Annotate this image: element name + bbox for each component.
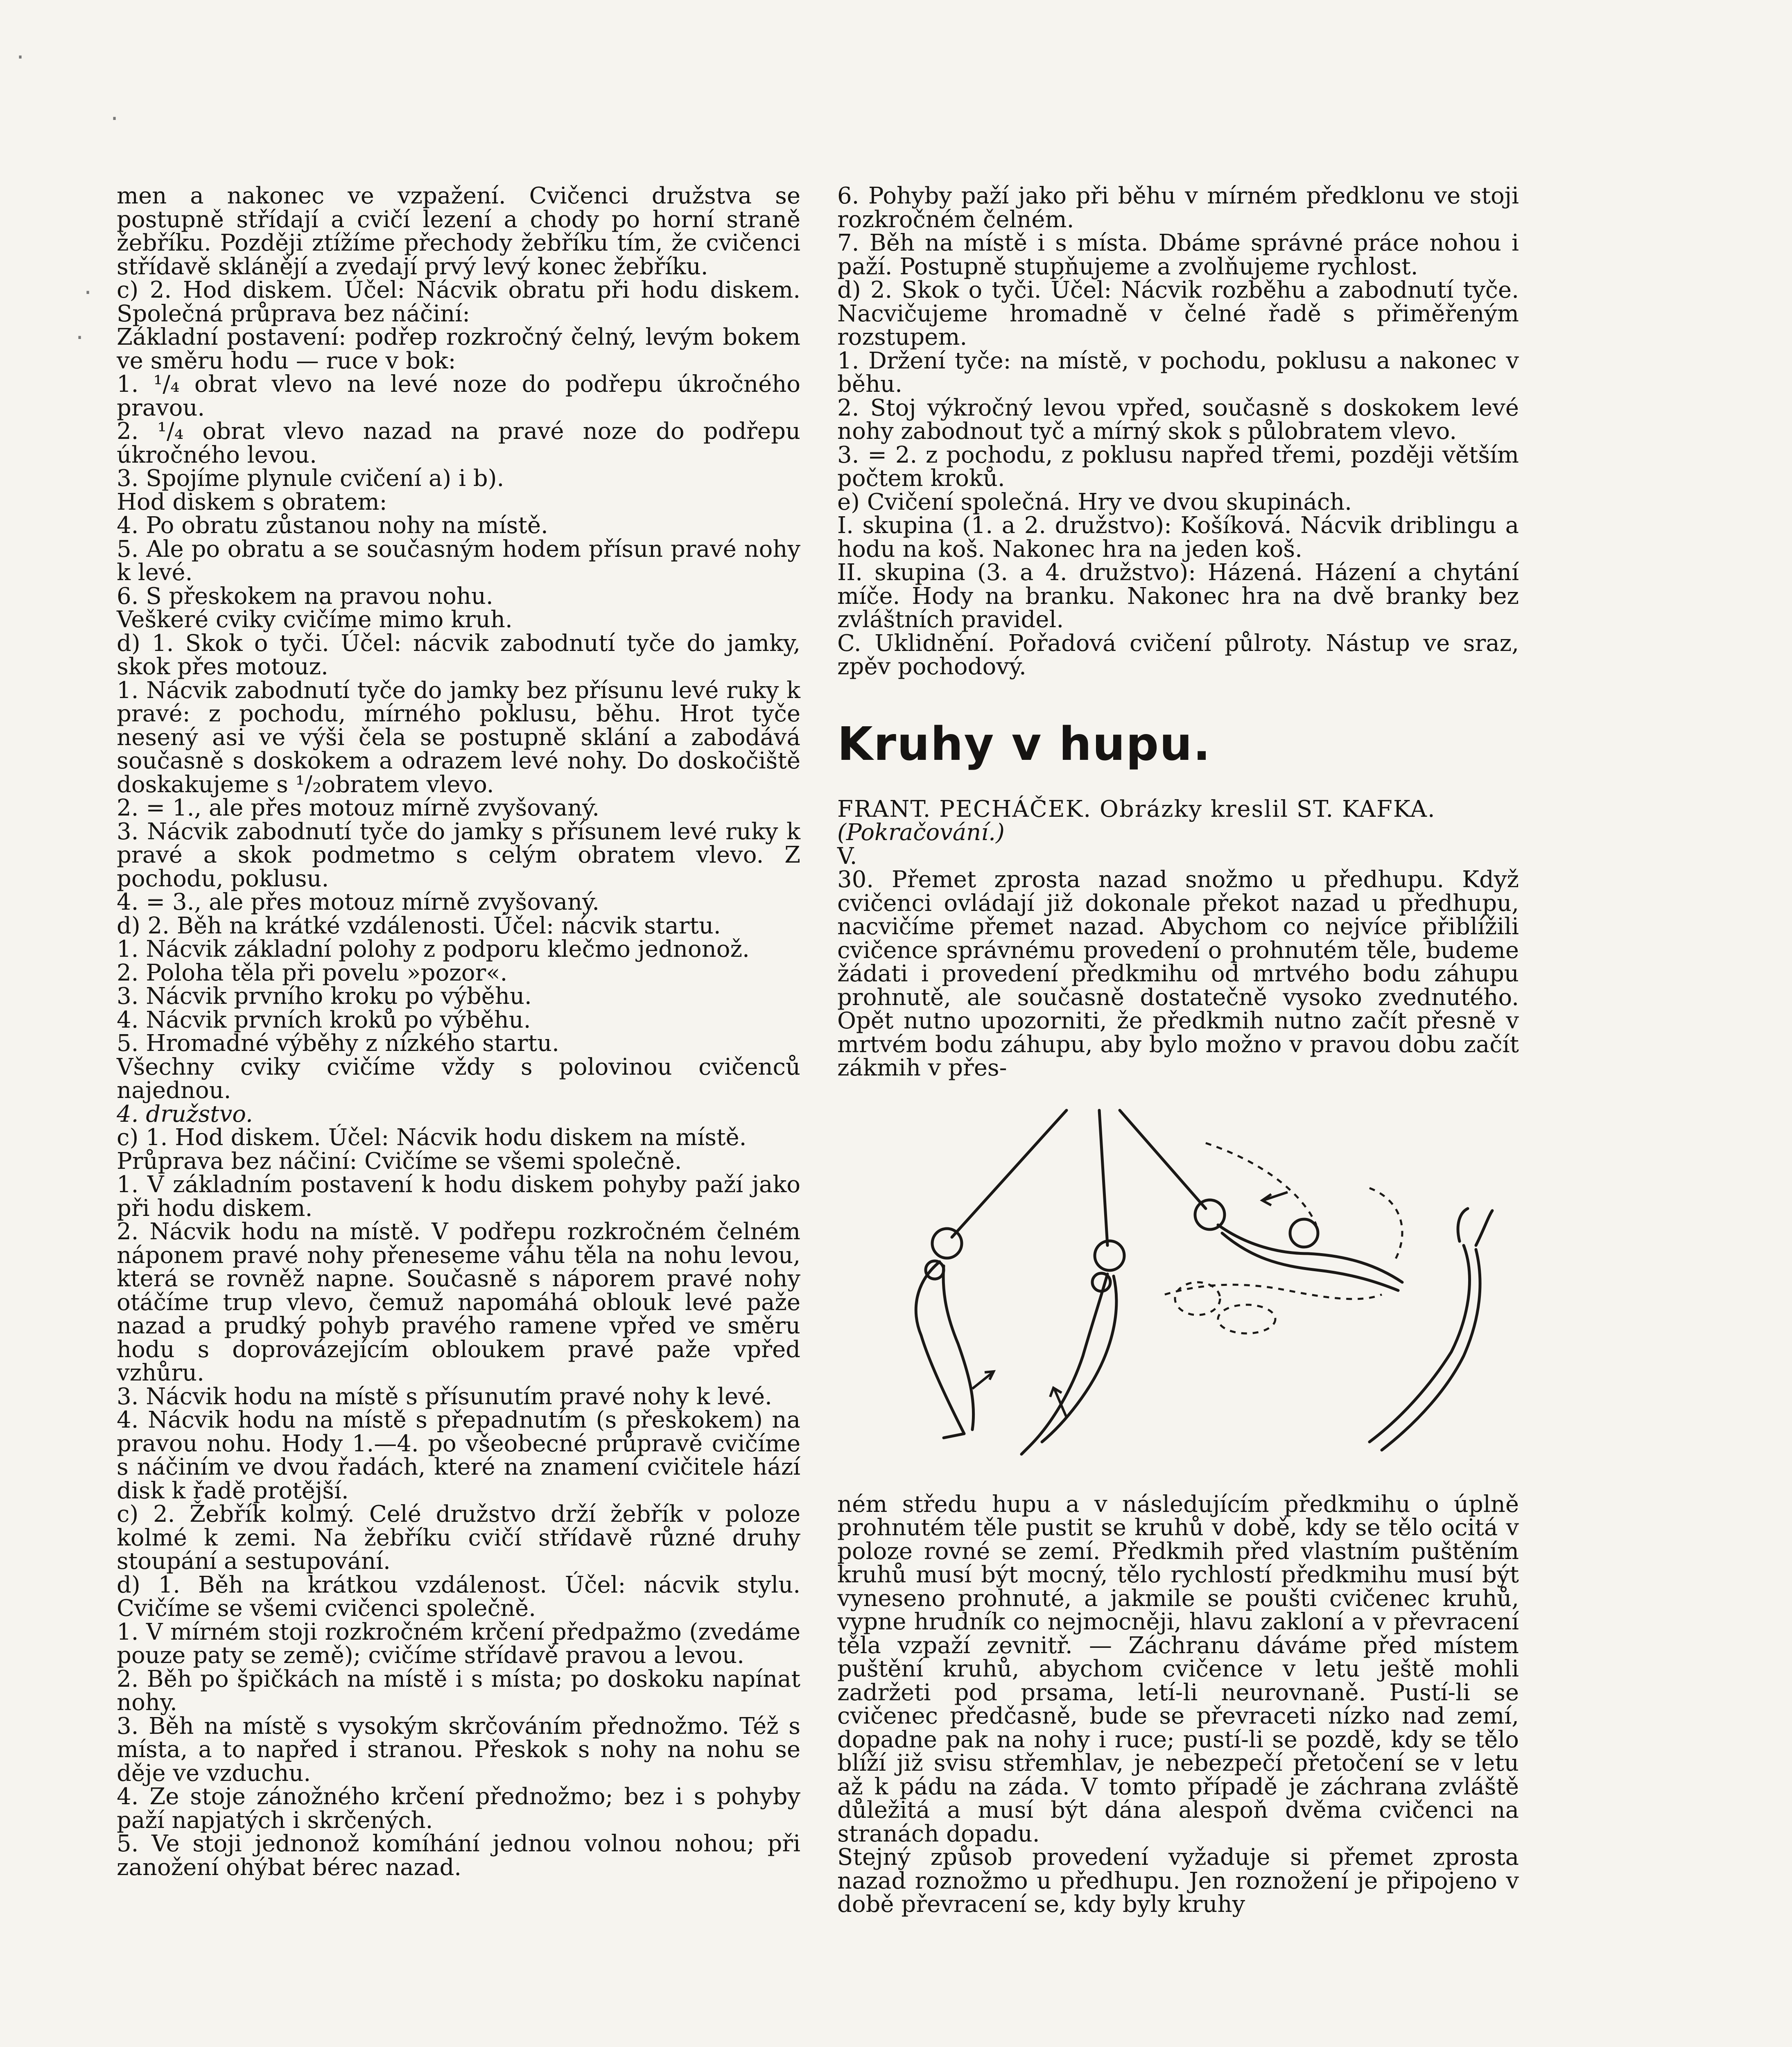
left-paragraph: Veškeré cviky cvičíme mimo kruh. [117,606,513,633]
right-paragraph: II. skupina (3. a 4. družstvo): Házená. Házení a chytání míče. Hody na branku. Nakonec hra na dvě branky bez zvláštních pravidel. [837,559,1519,633]
scan-margin-marks: · · · · [16,43,119,352]
left-paragraph: 3. Nácvik hodu na místě s přísunutím pravé nohy k levé. [117,1383,772,1410]
left-paragraph: 4. Po obratu zůstanou nohy na místě. [117,512,548,539]
left-paragraph: 3. Běh na místě s vysokým skrčováním přednožmo. Též s místa, a to napřed i stranou. Přeskok s nohy na nohu se děje ve vzduchu. [117,1713,800,1787]
left-paragraph: 3. Nácvik prvního kroku po výběhu. [117,983,532,1010]
ring-strap-line [952,1110,1067,1237]
left-paragraph: c) 2. Hod diskem. Účel: Nácvik obratu při hodu diskem. Společná průprava bez náčiní: [117,277,800,327]
left-paragraph: 2. ¹/₄ obrat vlevo nazad na pravé noze do podřepu úkročného levou. [117,418,800,468]
left-paragraph: 5. Hromadné výběhy z nízkého startu. [117,1030,559,1057]
left-paragraph: d) 1. Skok o tyči. Účel: nácvik zabodnutí tyče do jamky, skok přes motouz. [117,630,800,680]
left-paragraph: 5. Ve stoji jednonož komíhání jednou volnou nohou; při zanožení ohýbat bérec nazad. [117,1830,800,1881]
left-paragraph: 1. V mírném stoji rozkročném krčení předpažmo (zvedáme pouze paty se země); cvičíme střídavě pravou a levou. [117,1618,800,1669]
right-paragraph: d) 2. Skok o tyči. Účel: Nácvik rozběhu a zabodnutí tyče. Nacvičujeme hromadně v čelné řadě s přiměřeným rozstupem. [837,277,1519,350]
left-paragraph: 5. Ale po obratu a se současným hodem přísun pravé nohy k levé. [117,535,800,586]
article-byline: FRANT. PECHÁČEK. Obrázky kreslil ST. KAFKA. [837,795,1436,822]
left-paragraph: c) 2. Žebřík kolmý. Celé družstvo drží žebřík v poloze kolmé k zemi. Na žebříku cvičí střídavě různé druhy stoupání a sestupování. [117,1501,800,1575]
left-paragraph: 1. ¹/₄ obrat vlevo na levé noze do podřepu úkročného pravou. [117,371,800,421]
right-paragraph: 7. Běh na místě i s místa. Dbáme správné práce nohou i paží. Postupně stupňujeme a zvolňujeme rychlost. [837,230,1519,280]
left-paragraph: 4. Nácvik hodu na místě s přepadnutím (s přeskokem) na pravou nohu. Hody 1.—4. po všeobecné průpravě cvičíme s náčiním ve dvou řadách, které na znamení cvičitele hází disk k řadě protější. [117,1407,800,1504]
left-paragraph: 2. Poloha těla při povelu »pozor«. [117,959,508,986]
left-paragraph: 2. = 1., ale přes motouz mírně zvyšovaný. [117,795,600,821]
left-paragraph: 3. Nácvik zabodnutí tyče do jamky s přísunem levé ruky k pravé a skok podmetmo s celým obratem vlevo. Z pochodu, poklusu. [117,818,800,892]
left-paragraph: Průprava bez náčiní: Cvičíme se všemi společně. [117,1148,682,1175]
right-paragraph: I. skupina (1. a 2. družstvo): Košíková. Nácvik driblingu a hodu na koš. Nakonec hra na jeden koš. [837,512,1519,563]
left-paragraph: 3. Spojíme plynule cvičení a) i b). [117,465,504,492]
article-paragraph: ném středu hupu a v následujícím předkmihu o úplně prohnutém těle pustit se kruhů v době, kdy se tělo ocitá v poloze rovné se zemí. Předkmih před vlastním puštěním kruhů musí být mocný, tělo rychlostí předkmihu musí být vyneseno prohnuté, a jakmile se poušti cvičenec kruhů, vypne hrudník co nejmocněji, hlavu zakloní a v převracení těla vzpaží zevnitř. — Záchranu dáváme před místem puštění kruhů, abychom cvičence v letu ještě mohli zadržeti pod prsama, letí-li neurovnaně. Pustí-li se cvičenec předčasně, bude se převraceti nízko nad zemí, dopadne pak na nohy i ruce; pustí-li se pozdě, kdy se tělo blíží již svisu střemhlav, je nebezpečí přetočení se v letu až k pádu na záda. V tomto případě je záchrana zvláště důležitá a musí být dána alespoň dvěma cvičenci na stranách dopadu. [837,1491,1519,1847]
gymnast-rings-illustration [837,1090,1519,1483]
left-paragraph: 4. Nácvik prvních kroků po výběhu. [117,1006,531,1033]
continuation-note: (Pokračování.) [837,819,1005,846]
right-column [837,184,1519,1916]
arrow-icon [972,1372,993,1389]
left-paragraph: Všechny cviky cvičíme vždy s polovinou cvičenců najednou. [117,1053,800,1104]
left-paragraph: Základní postavení: podřep rozkročný čelný, levým bokem ve směru hodu — ruce v bok: [117,324,800,374]
section-heading: 4. družstvo. [117,1100,253,1127]
left-paragraph: 2. Běh po špičkách na místě i s místa; po doskoku napínat nohy. [117,1665,800,1716]
right-paragraph: 3. = 2. z pochodu, z poklusu napřed třemi, později větším počtem kroků. [837,441,1519,492]
left-paragraph: c) 1. Hod diskem. Účel: Nácvik hodu diskem na místě. [117,1124,747,1151]
left-paragraph: 4. = 3., ale přes motouz mírně zvyšovaný. [117,889,600,915]
left-paragraph: Hod diskem s obratem: [117,488,387,515]
left-paragraph: 4. Ze stoje zánožného krčení přednožmo; bez i s pohyby paží napjatých i skrčených. [117,1783,800,1834]
flight-path-line [1165,1285,1382,1299]
right-paragraph: 6. Pohyby paží jako při běhu v mírném předklonu ve stoji rozkročném čelném. [837,183,1519,233]
section-number: V. [837,843,857,870]
left-paragraph: 1. Nácvik základní polohy z podporu klečmo jednonož. [117,936,750,962]
left-paragraph: 2. Nácvik hodu na místě. V podřepu rozkročném čelném náponem pravé nohy přeneseme váhu těla na nohu levou, která se rovněž napne. Současně s náporem pravé nohy otáčíme trup vlevo, čemuž napomáhá oblouk levé paže nazad a prudký pohyb pravého ramene vpřed ve směru hodu s doprovázejícím obloukem pravé paže vpřed vzhůru. [117,1218,800,1386]
left-paragraph: 1. V základním postavení k hodu diskem pohyby paží jako při hodu diskem. [117,1171,800,1222]
left-paragraph: 6. S přeskokem na pravou nohu. [117,583,493,610]
right-paragraph: 1. Držení tyče: na místě, v pochodu, poklusu a nakonec v běhu. [837,347,1519,398]
left-paragraph: d) 1. Běh na krátkou vzdálenost. Účel: nácvik stylu. Cvičíme se všemi cvičenci společně. [117,1571,800,1622]
article-paragraph: Stejný způsob provedení vyžaduje si přemet zprosta nazad roznožmo u předhupu. Jen roznožení je připojeno v době převracení se, kdy byly kruhy [837,1844,1519,1918]
right-paragraph: C. Uklidnění. Pořadová cvičení půlroty. Nástup ve sraz, zpěv pochodový. [837,630,1519,680]
left-column [117,184,800,1879]
left-paragraph: men a nakonec ve vzpažení. Cvičenci družstva se postupně střídají a cvičí lezení a chody po horní straně žebříku. Později ztížíme přechody žebříku tím, že cvičenci střídavě sklánějí a zvedají prvý levý konec žebříku. [117,183,800,280]
right-paragraph: 2. Stoj výkročný levou vpřed, současně s doskokem levé nohy zabodnout tyč a mírný skok s půlobratem vlevo. [837,394,1519,445]
left-paragraph: 1. Nácvik zabodnutí tyče do jamky bez přísunu levé ruky k pravé: z pochodu, mírného poklusu, běhu. Hrot tyče nesený asi ve výši čela se postupně sklání a zabodává současně s doskokem a odrazem levé nohy. Do doskočiště doskakujeme s ¹/₂obratem vlevo. [117,677,800,798]
ring-icon [1095,1241,1124,1270]
article-title: Kruhy v hupu. [837,717,1211,771]
left-paragraph: d) 2. Běh na krátké vzdálenosti. Účel: nácvik startu. [117,912,721,939]
right-paragraph: e) Cvičení společná. Hry ve dvou skupinách. [837,488,1352,515]
flight-path-line [1206,1143,1316,1225]
ring-strap-line [1120,1110,1206,1209]
ring-strap-line [1099,1110,1107,1245]
article-paragraph: 30. Přemet zprosta nazad snožmo u předhupu. Když cvičenci ovládají již dokonale překot nazad u předhupu, nacvičíme přemet nazad. Abychom co nejvíce přiblížili cvičence správnému provedení o prohnutém těle, budeme žádati i provedení předkmihu od mrtvého bodu záhupu prohnutě, ale současně dostatečně vysoko zvednutého. Opět nutno upozorniti, že předkmih nutno začít přesně v mrtvém bodu záhupu, aby bylo možno v pravou dobu začít zákmih v přes- [837,866,1519,1081]
flight-path-line [1369,1188,1402,1262]
ring-icon [932,1229,962,1258]
